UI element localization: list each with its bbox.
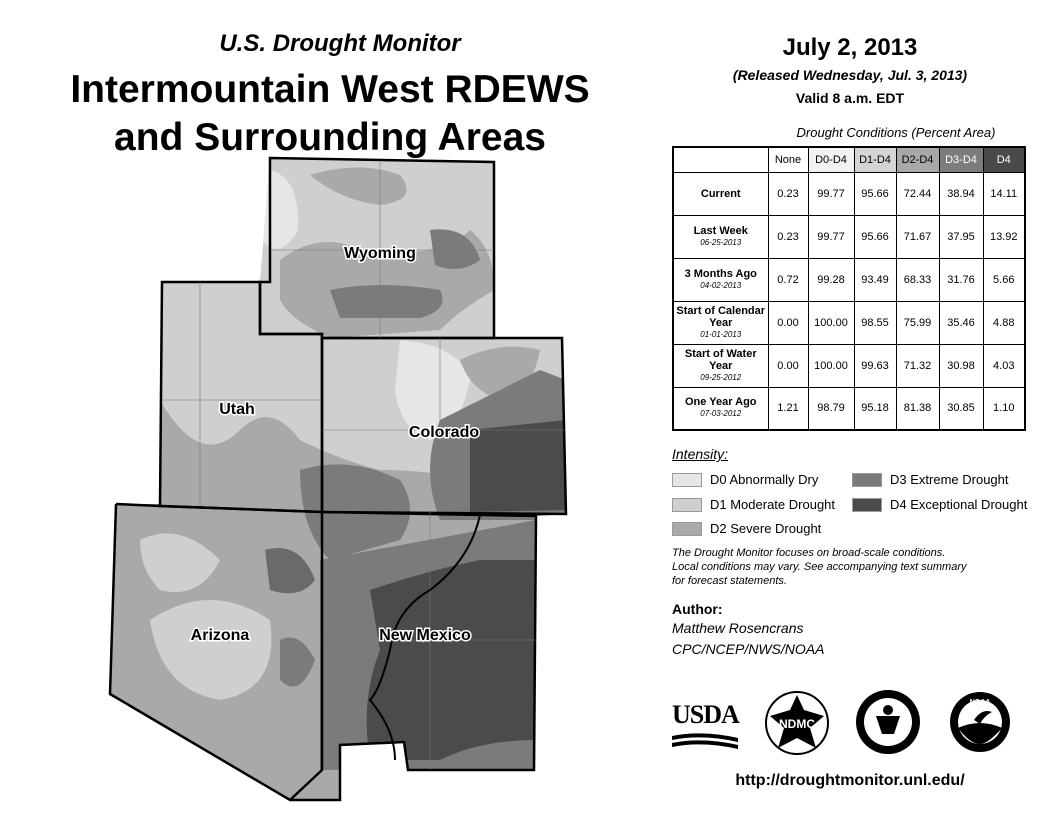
table-cell: 99.63 bbox=[854, 344, 896, 387]
table-cell: 0.72 bbox=[768, 258, 808, 301]
valid-time: Valid 8 a.m. EDT bbox=[795, 90, 905, 106]
row-date: 04-02-2013 bbox=[700, 280, 742, 290]
table-cell: 93.49 bbox=[854, 258, 896, 301]
table-row bbox=[673, 387, 1025, 430]
table-cell: 100.00 bbox=[808, 301, 854, 344]
label-utah: Utah bbox=[219, 401, 255, 418]
author-heading: Author: bbox=[672, 601, 723, 617]
table-row bbox=[673, 258, 1025, 301]
legend-label: D3 Extreme Drought bbox=[890, 472, 1009, 487]
table-cell: 98.79 bbox=[808, 387, 854, 430]
drought-conditions-table bbox=[672, 146, 1026, 431]
row-label bbox=[673, 387, 768, 430]
report-date: July 2, 2013 bbox=[782, 34, 918, 61]
table-cell: 0.23 bbox=[768, 172, 808, 215]
table-cell: 0.00 bbox=[768, 344, 808, 387]
table-cell: 4.03 bbox=[983, 344, 1025, 387]
disclaimer-line: The Drought Monitor focuses on broad-scale conditions. bbox=[672, 547, 946, 559]
d4-area-nm-east bbox=[367, 560, 536, 760]
row-label-text: Start of Water Year bbox=[684, 347, 757, 372]
row-label bbox=[673, 344, 768, 387]
col-d0-d4: D0-D4 bbox=[808, 147, 854, 172]
col-d1-d4: D1-D4 bbox=[854, 147, 896, 172]
disclaimer-line: Local conditions may vary. See accompanying text summary bbox=[672, 561, 967, 573]
row-label-text: One Year Ago bbox=[684, 396, 757, 409]
legend-item bbox=[852, 497, 1027, 512]
release-date: (Released Wednesday, Jul. 3, 2013) bbox=[732, 67, 968, 83]
table-row bbox=[673, 172, 1025, 215]
row-label-text: Last Week bbox=[693, 224, 748, 237]
table-header-row bbox=[673, 147, 1025, 172]
label-new-mexico: New Mexico bbox=[379, 627, 471, 644]
legend-item bbox=[852, 472, 1009, 487]
author-name: Matthew Rosencrans bbox=[672, 620, 804, 636]
usda-logo bbox=[672, 700, 738, 752]
row-label bbox=[673, 215, 768, 258]
table-cell: 0.00 bbox=[768, 301, 808, 344]
footer-url[interactable]: http://droughtmonitor.unl.edu/ bbox=[735, 772, 965, 789]
table-cell: 5.66 bbox=[983, 258, 1025, 301]
table-cell: 4.88 bbox=[983, 301, 1025, 344]
col-d4: D4 bbox=[983, 147, 1025, 172]
table-cell: 1.21 bbox=[768, 387, 808, 430]
legend-swatch bbox=[672, 473, 702, 487]
legend-label: D4 Exceptional Drought bbox=[890, 497, 1028, 512]
row-date: 06-25-2013 bbox=[700, 237, 742, 247]
table-cell: 35.46 bbox=[939, 301, 983, 344]
intensity-title: Intensity: bbox=[672, 446, 729, 462]
legend-swatch bbox=[672, 498, 702, 512]
disclaimer bbox=[672, 546, 1032, 588]
drought-areas bbox=[100, 150, 580, 810]
label-arizona: Arizona bbox=[190, 627, 250, 644]
row-label bbox=[673, 258, 768, 301]
legend-swatch bbox=[852, 498, 882, 512]
title-line-1: Intermountain West RDEWS bbox=[70, 68, 590, 111]
table-cell: 1.10 bbox=[983, 387, 1025, 430]
legend-swatch bbox=[852, 473, 882, 487]
table-cell: 95.66 bbox=[854, 215, 896, 258]
table-corner bbox=[673, 147, 768, 172]
table-cell: 75.99 bbox=[896, 301, 939, 344]
row-label-text: Current bbox=[700, 187, 741, 200]
conditions-caption: Drought Conditions (Percent Area) bbox=[796, 125, 996, 140]
col-d2-d4: D2-D4 bbox=[896, 147, 939, 172]
legend-item bbox=[672, 521, 821, 536]
table-row bbox=[673, 344, 1025, 387]
table-cell: 72.44 bbox=[896, 172, 939, 215]
title-line-2: and Surrounding Areas bbox=[114, 116, 546, 159]
col-d3-d4: D3-D4 bbox=[939, 147, 983, 172]
table-cell: 98.55 bbox=[854, 301, 896, 344]
department-of-commerce-seal-icon bbox=[854, 688, 922, 756]
author-org: CPC/NCEP/NWS/NOAA bbox=[672, 641, 825, 657]
label-wyoming: Wyoming bbox=[344, 245, 416, 262]
table-cell: 99.28 bbox=[808, 258, 854, 301]
monitor-heading: U.S. Drought Monitor bbox=[219, 30, 461, 57]
row-label bbox=[673, 301, 768, 344]
table-row bbox=[673, 215, 1025, 258]
table-cell: 30.98 bbox=[939, 344, 983, 387]
row-date: 01-01-2013 bbox=[700, 329, 742, 339]
row-date: 09-25-2012 bbox=[700, 372, 742, 382]
table-cell: 13.92 bbox=[983, 215, 1025, 258]
table-cell: 95.18 bbox=[854, 387, 896, 430]
table-cell: 100.00 bbox=[808, 344, 854, 387]
table-cell: 38.94 bbox=[939, 172, 983, 215]
row-date: 07-03-2012 bbox=[700, 409, 742, 419]
table-cell: 99.77 bbox=[808, 215, 854, 258]
noaa-logo-text: NOAA bbox=[969, 699, 991, 706]
usda-wave-icon bbox=[672, 730, 738, 750]
ndmc-logo bbox=[764, 690, 830, 756]
table-cell: 14.11 bbox=[983, 172, 1025, 215]
table-cell: 37.95 bbox=[939, 215, 983, 258]
table-cell: 71.67 bbox=[896, 215, 939, 258]
table-cell: 81.38 bbox=[896, 387, 939, 430]
table-cell: 30.85 bbox=[939, 387, 983, 430]
table-cell: 68.33 bbox=[896, 258, 939, 301]
noaa-logo bbox=[948, 690, 1012, 754]
d3-area-wy bbox=[330, 285, 443, 318]
table-cell: 71.32 bbox=[896, 344, 939, 387]
legend-label: D0 Abnormally Dry bbox=[710, 472, 819, 487]
usda-logo-text: USDA bbox=[672, 700, 739, 729]
legend-label: D1 Moderate Drought bbox=[710, 497, 836, 512]
legend-label: D2 Severe Drought bbox=[710, 521, 822, 536]
legend-item bbox=[672, 472, 818, 487]
row-label bbox=[673, 172, 768, 215]
disclaimer-line: for forecast statements. bbox=[672, 575, 787, 587]
d4-area-co-se bbox=[470, 420, 566, 512]
table-cell: 99.77 bbox=[808, 172, 854, 215]
table-cell: 0.23 bbox=[768, 215, 808, 258]
label-colorado: Colorado bbox=[408, 424, 480, 441]
table-cell: 95.66 bbox=[854, 172, 896, 215]
legend-item bbox=[672, 497, 835, 512]
col-none: None bbox=[768, 147, 808, 172]
row-label-text: Start of Calendar Year bbox=[676, 304, 766, 329]
ndmc-logo-text: NDMC bbox=[779, 717, 815, 731]
table-body bbox=[673, 172, 1025, 430]
table-cell: 31.76 bbox=[939, 258, 983, 301]
row-label-text: 3 Months Ago bbox=[684, 267, 757, 280]
legend-swatch bbox=[672, 522, 702, 536]
table-row bbox=[673, 301, 1025, 344]
